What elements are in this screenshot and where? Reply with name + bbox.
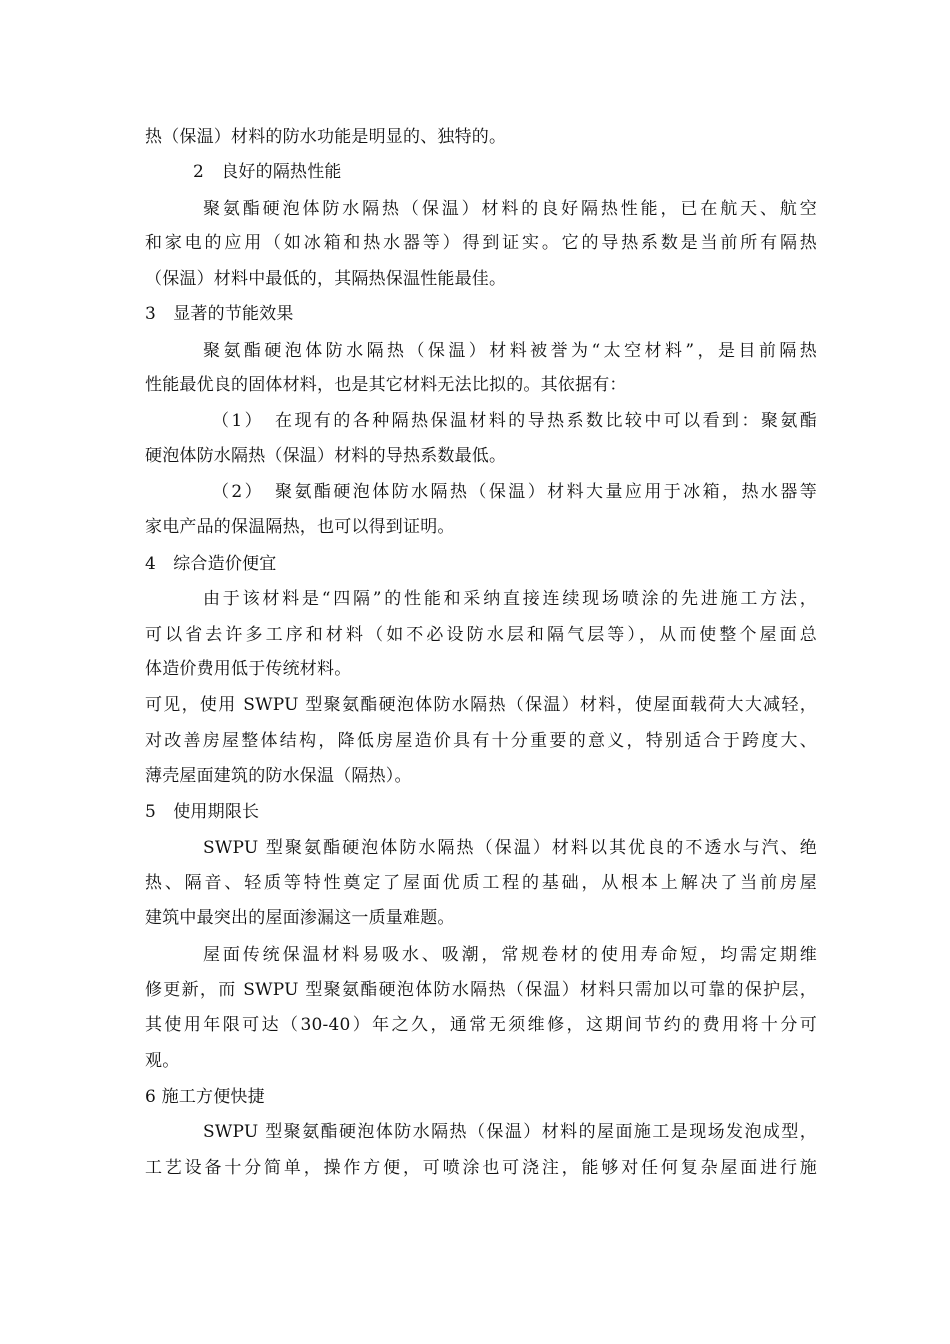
paragraph-line: 屋面传统保温材料易吸水、吸潮，常规卷材的使用寿命短，均需定期维 <box>203 945 817 965</box>
paragraph-line: 聚氨酯硬泡体防水隔热（保温）材料的良好隔热性能，已在航天、航空 <box>203 199 817 219</box>
paragraph-line: SWPU 型聚氨酯硬泡体防水隔热（保温）材料以其优良的不透水与汽、绝 <box>203 838 817 858</box>
paragraph-line: 可以省去许多工序和材料（如不必设防水层和隔气层等），从而使整个屋面总 <box>145 625 817 645</box>
section-heading: 3 显著的节能效果 <box>145 304 294 324</box>
list-item: （1） 在现有的各种隔热保温材料的导热系数比较中可以看到：聚氨酯 <box>212 411 817 431</box>
paragraph-line: （保温）材料中最低的，其隔热保温性能最佳。 <box>145 269 507 289</box>
section-heading: 6 施工方便快捷 <box>145 1087 265 1107</box>
paragraph-line: 可见，使用 SWPU 型聚氨酯硬泡体防水隔热（保温）材料，使屋面载荷大大减轻， <box>145 695 817 715</box>
paragraph-line: 热（保温）材料的防水功能是明显的、独特的。 <box>145 127 507 147</box>
paragraph-line: 热、隔音、轻质等特性奠定了屋面优质工程的基础，从根本上解决了当前房屋 <box>145 873 817 893</box>
paragraph-line: 性能最优良的固体材料，也是其它材料无法比拟的。其依据有： <box>145 375 627 395</box>
paragraph-line: 聚氨酯硬泡体防水隔热（保温）材料被誉为“太空材料”，是目前隔热 <box>203 341 817 361</box>
paragraph-line: 观。 <box>145 1051 180 1071</box>
paragraph-line: 硬泡体防水隔热（保温）材料的导热系数最低。 <box>145 446 507 466</box>
paragraph-line: 体造价费用低于传统材料。 <box>145 659 352 679</box>
section-heading: 4 综合造价便宜 <box>145 554 277 574</box>
paragraph-line: 和家电的应用（如冰箱和热水器等）得到证实。它的导热系数是当前所有隔热 <box>145 233 817 253</box>
paragraph-line: 由于该材料是“四隔”的性能和采纳直接连续现场喷涂的先进施工方法， <box>203 589 817 609</box>
paragraph-line: 工艺设备十分简单，操作方便，可喷涂也可浇注，能够对任何复杂屋面进行施 <box>145 1158 817 1178</box>
list-item: （2） 聚氨酯硬泡体防水隔热（保温）材料大量应用于冰箱，热水器等 <box>212 482 817 502</box>
paragraph-line: 建筑中最突出的屋面渗漏这一质量难题。 <box>145 908 455 928</box>
paragraph-line: 家电产品的保温隔热，也可以得到证明。 <box>145 517 455 537</box>
paragraph-line: 对改善房屋整体结构，降低房屋造价具有十分重要的意义，特别适合于跨度大、 <box>145 731 817 751</box>
section-heading: 5 使用期限长 <box>145 802 260 822</box>
paragraph-line: SWPU 型聚氨酯硬泡体防水隔热（保温）材料的屋面施工是现场发泡成型， <box>203 1122 817 1142</box>
section-heading: 2 良好的隔热性能 <box>193 162 342 182</box>
paragraph-line: 其使用年限可达（30-40）年之久，通常无须维修，这期间节约的费用将十分可 <box>145 1015 817 1035</box>
paragraph-line: 修更新，而 SWPU 型聚氨酯硬泡体防水隔热（保温）材料只需加以可靠的保护层， <box>145 980 817 1000</box>
paragraph-line: 薄壳屋面建筑的防水保温（隔热）。 <box>145 766 412 786</box>
